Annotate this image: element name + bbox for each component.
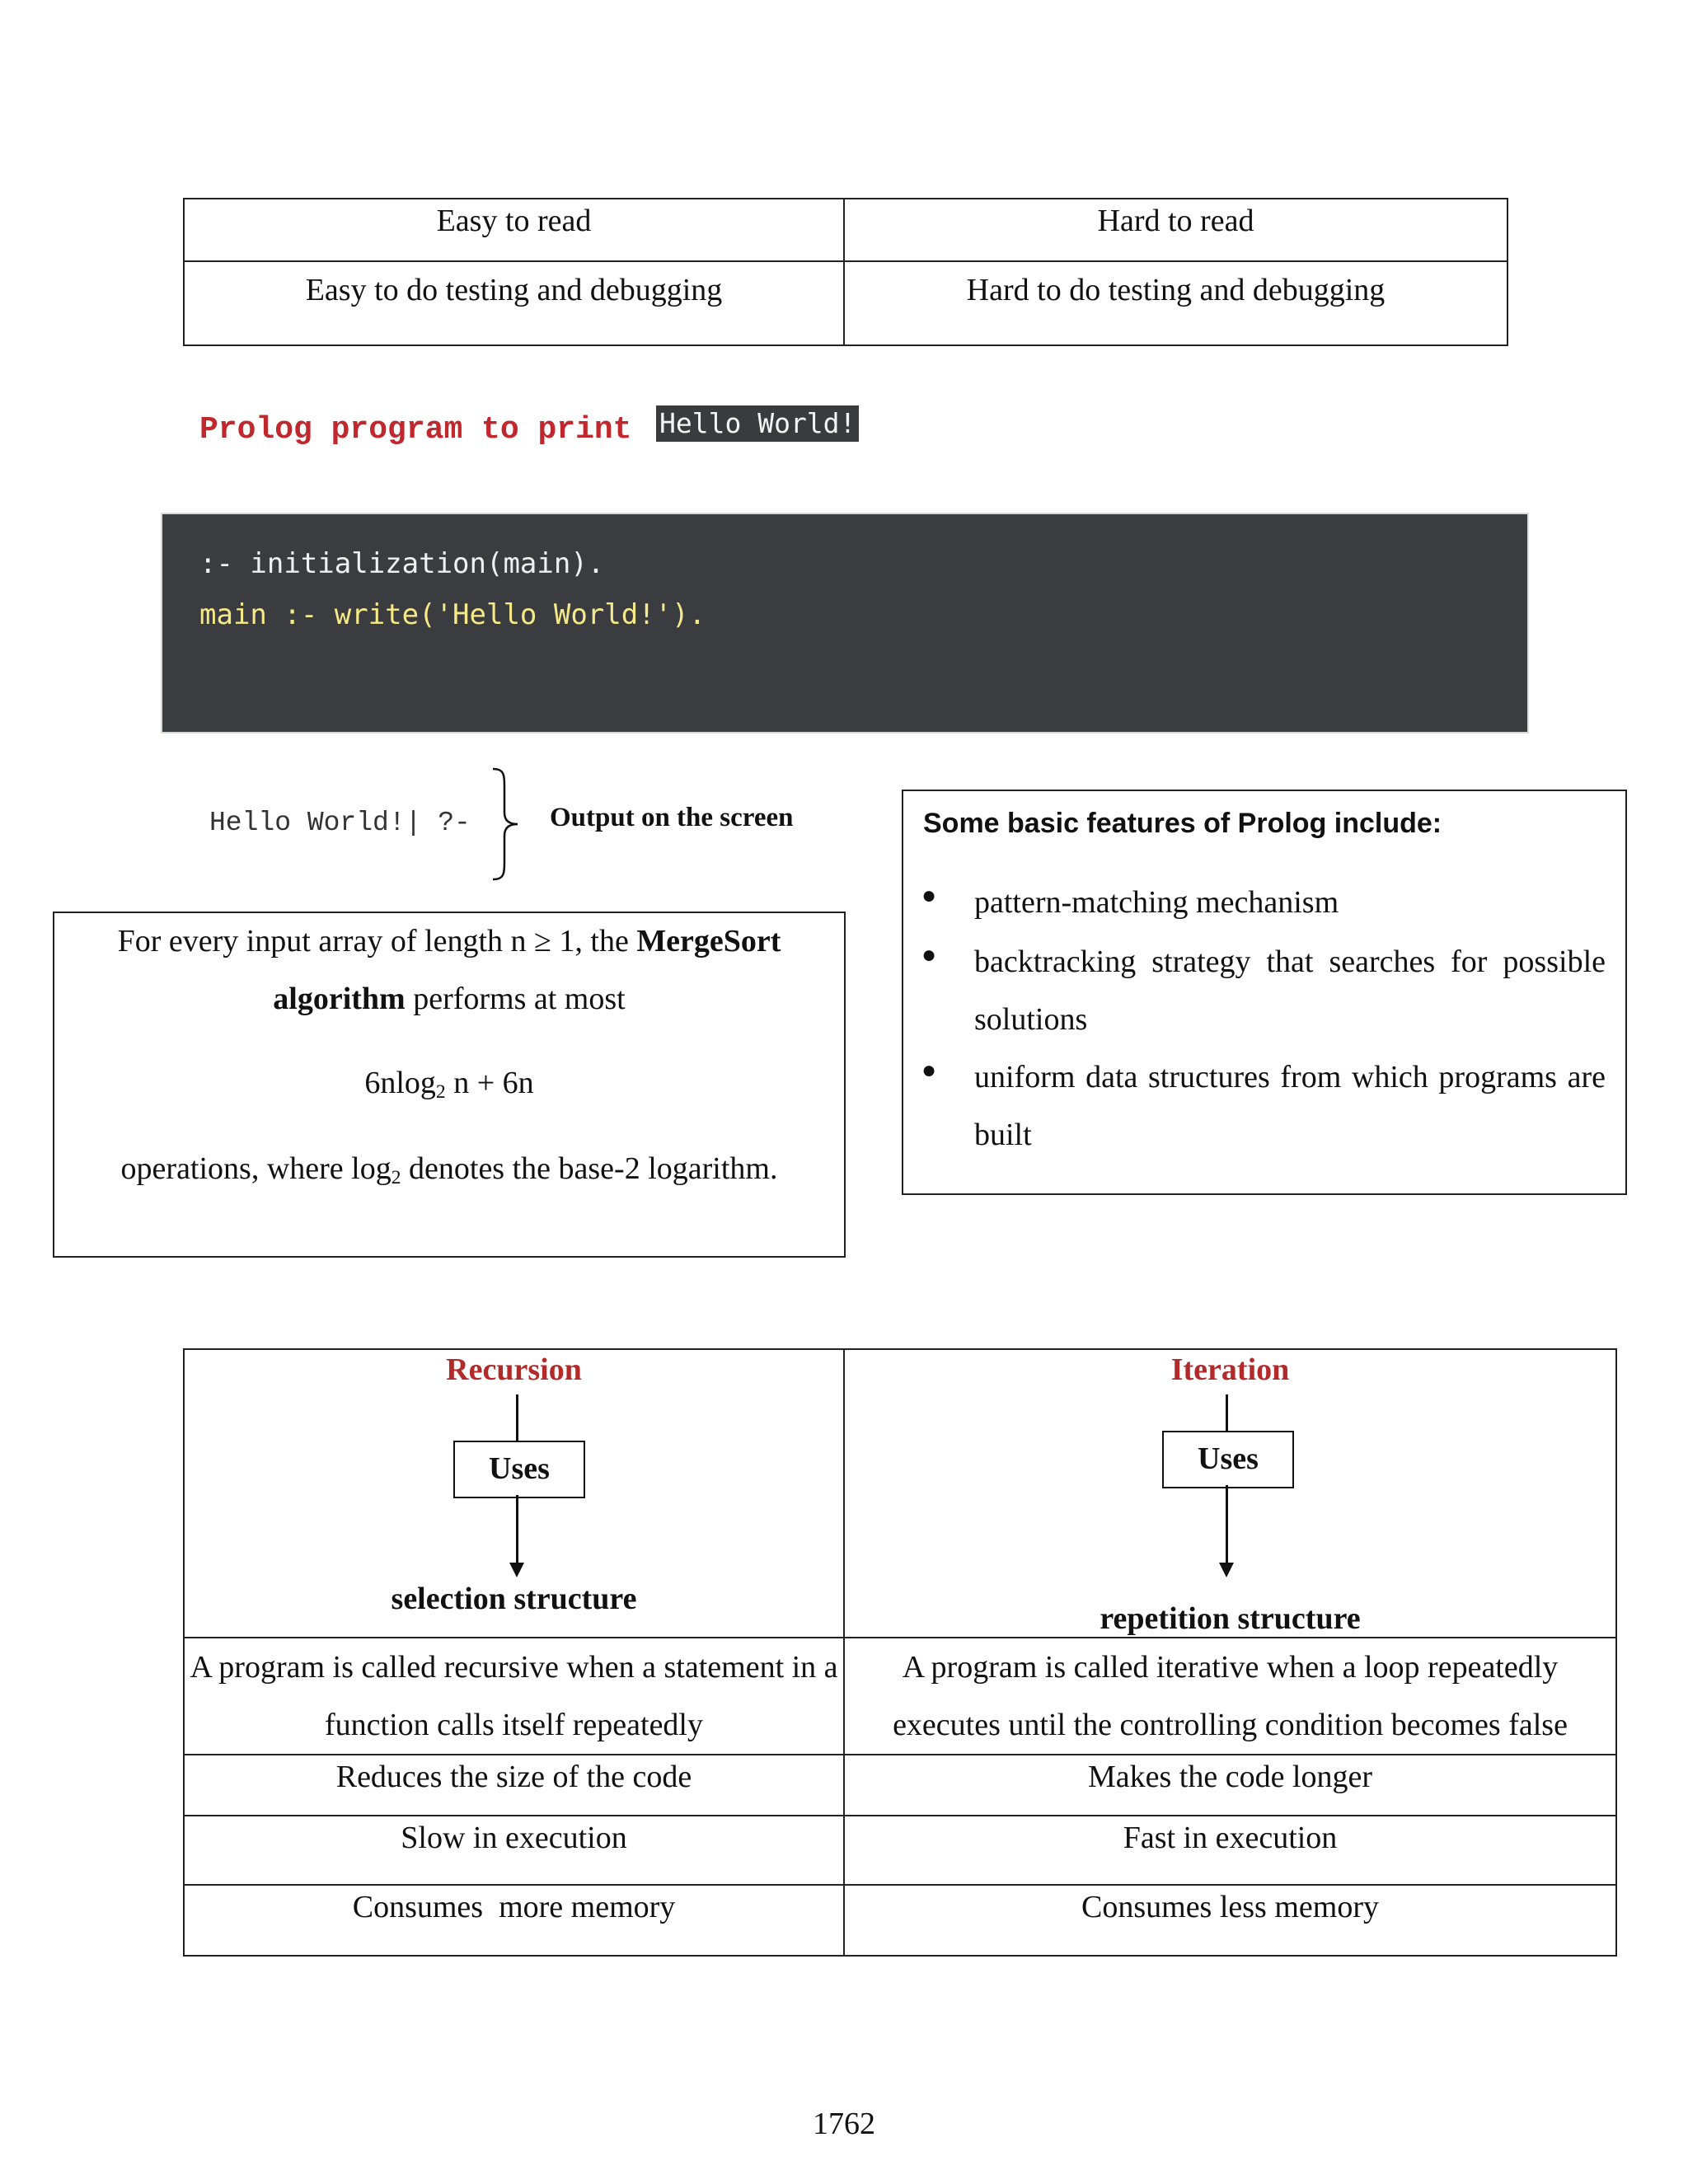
connector-line xyxy=(1226,1394,1228,1431)
table-cell: Consumes more memory xyxy=(184,1885,844,1956)
prolog-heading: Prolog program to print xyxy=(199,412,632,448)
list-item: uniform data structures from which programs are built xyxy=(974,1060,1606,1152)
table-cell: A program is called iterative when a loop repeatedly executes until the controlling condition becomes false xyxy=(844,1638,1616,1755)
table-cell: Fast in execution xyxy=(844,1816,1616,1885)
recursion-title: Recursion xyxy=(446,1352,582,1387)
iteration-header-cell xyxy=(844,1349,1616,1638)
iteration-title: Iteration xyxy=(1170,1352,1290,1387)
list-item: backtracking strategy that searches for possible solutions xyxy=(974,944,1606,1037)
mergesort-line-2: algorithm performs at most xyxy=(273,982,626,1016)
table-cell: Consumes less memory xyxy=(844,1885,1616,1956)
bullet-icon: ● xyxy=(921,1057,937,1084)
table-cell: Hard to do testing and debugging xyxy=(844,261,1507,345)
table-cell: Easy to do testing and debugging xyxy=(184,261,844,345)
mergesort-line-1: For every input array of length n ≥ 1, the MergeSort xyxy=(117,924,781,958)
arrow-down-icon xyxy=(509,1563,524,1577)
arrow-down-icon xyxy=(1219,1563,1234,1577)
table-cell: Easy to read xyxy=(184,199,844,261)
output-label: Output on the screen xyxy=(550,803,794,832)
mergesort-formula: 6nlog$_2$ n + 6n xyxy=(364,1066,534,1103)
mergesort-line-4: operations, where $\log_2$ denotes the base-2 logarithm. xyxy=(120,1151,778,1188)
bullet-icon: ● xyxy=(921,941,937,968)
table-cell: Hard to read xyxy=(844,199,1507,261)
mergesort-box xyxy=(53,912,846,1258)
code-line: main :- write('Hello World!'). xyxy=(199,598,706,631)
page-number: 1762 xyxy=(813,2107,875,2141)
console-output: Hello World!| ?- xyxy=(209,808,471,838)
uses-box: Uses xyxy=(1162,1431,1294,1488)
table-cell: A program is called recursive when a statement in a function calls itself repeatedly xyxy=(184,1638,844,1755)
connector-line xyxy=(1226,1485,1228,1564)
selection-structure-label: selection structure xyxy=(391,1582,637,1616)
mergesort-term: MergeSort xyxy=(636,924,781,958)
readability-comparison-table xyxy=(183,198,1508,346)
recursion-iteration-table xyxy=(183,1348,1617,1957)
code-line: :- initialization(main). xyxy=(199,547,605,580)
table-cell: Makes the code longer xyxy=(844,1755,1616,1816)
table-cell: Reduces the size of the code xyxy=(184,1755,844,1816)
recursion-header-cell xyxy=(184,1349,844,1638)
hello-world-highlight: Hello World! xyxy=(656,405,859,442)
uses-box: Uses xyxy=(453,1441,585,1498)
connector-line xyxy=(516,1394,518,1441)
list-item: pattern-matching mechanism xyxy=(974,885,1339,920)
prolog-features-box xyxy=(902,790,1627,1195)
connector-line xyxy=(516,1495,518,1564)
repetition-structure-label: repetition structure xyxy=(1100,1601,1361,1636)
right-brace-icon xyxy=(486,766,528,882)
bullet-icon: ● xyxy=(921,882,937,909)
code-block xyxy=(161,513,1529,733)
table-cell: Slow in execution xyxy=(184,1816,844,1885)
features-title: Some basic features of Prolog include: xyxy=(923,808,1442,839)
